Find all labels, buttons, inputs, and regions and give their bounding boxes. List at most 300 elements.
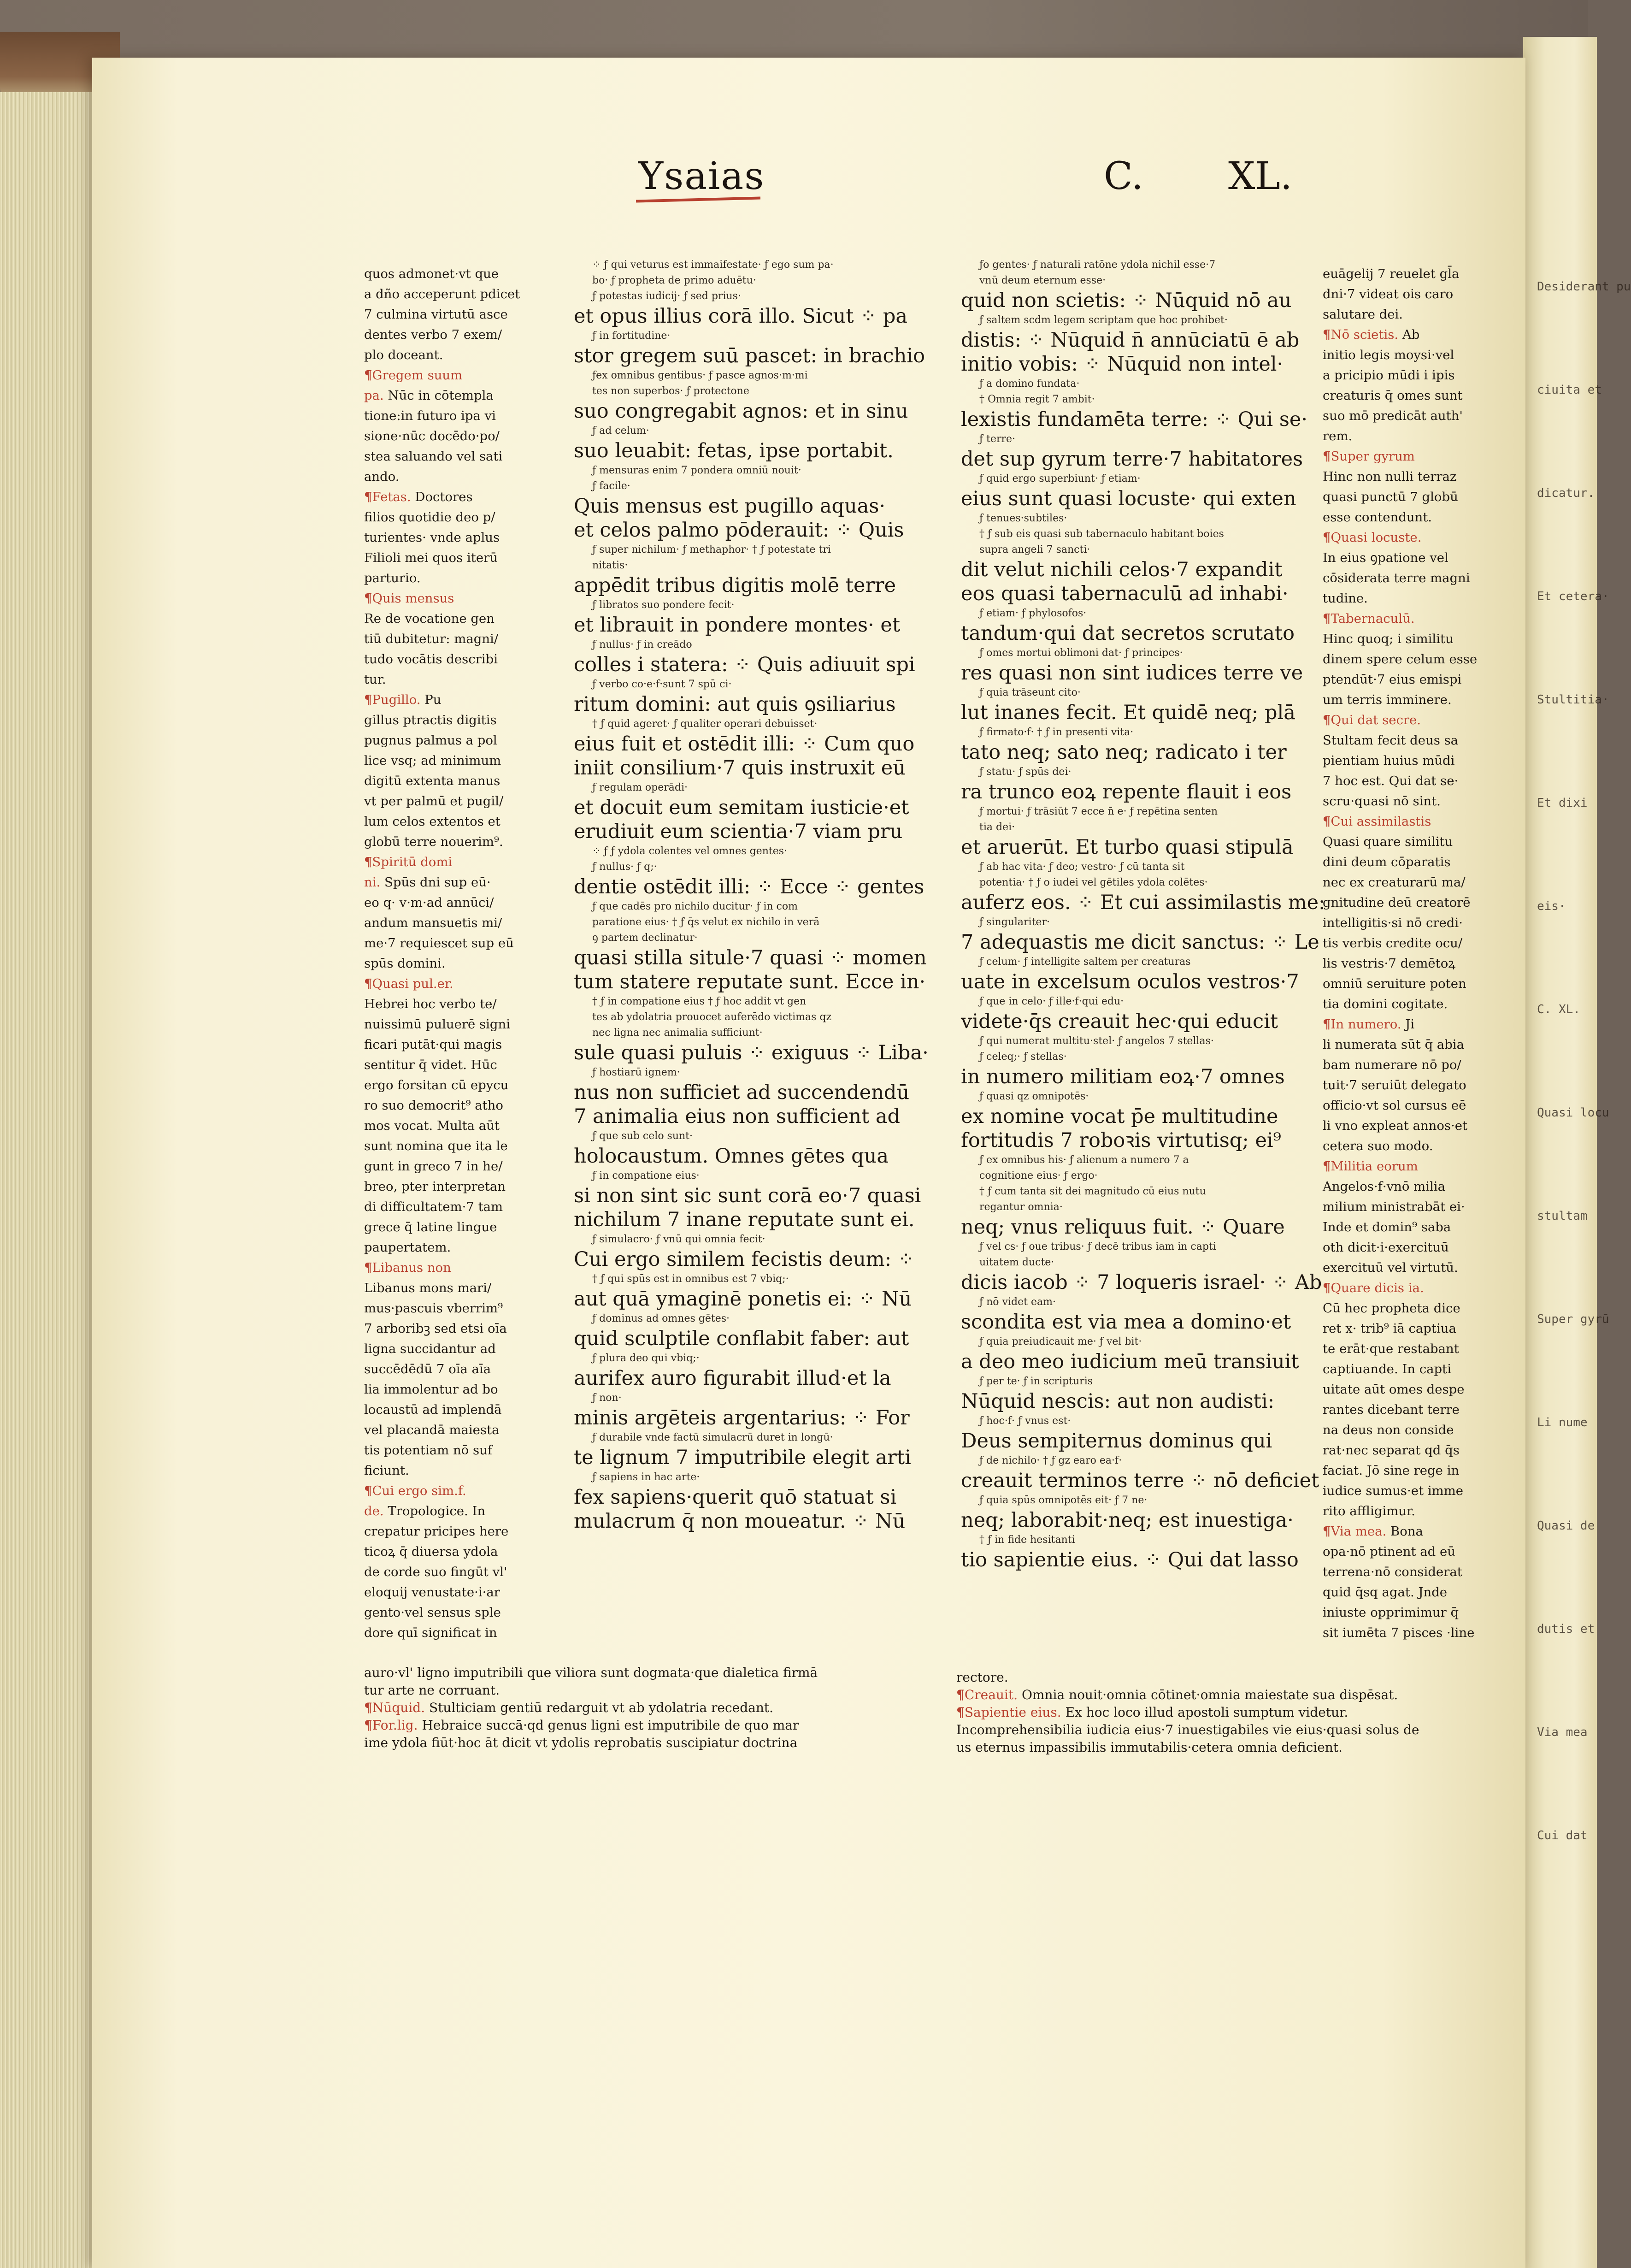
- gloss-lemma: For.lig.: [372, 1718, 422, 1733]
- text-line: [1323, 1318, 1482, 1339]
- text-line: [574, 344, 925, 368]
- facing-page-fragment: Via mea: [1537, 1725, 1588, 1739]
- text-line: [574, 716, 892, 732]
- line-text: ƒ nō videt eam·: [979, 1296, 1056, 1308]
- line-text: lis vestris·7 demētoꝝ: [1323, 956, 1456, 971]
- line-text: ƒ ad celum·: [592, 425, 649, 437]
- text-line: [1323, 568, 1482, 588]
- line-text: ticoꝝ q̄ diuersa ydola: [364, 1544, 498, 1559]
- gloss-lemma: Sapientie eius.: [964, 1705, 1066, 1720]
- line-text: 7 animalia eius non sufficient ad: [574, 1105, 901, 1128]
- line-text: me·7 requiescet sup eū: [364, 936, 514, 951]
- line-text: uitatem ducte·: [979, 1257, 1054, 1268]
- text-line: [961, 431, 1274, 447]
- text-line: [1323, 832, 1482, 852]
- line-text: ro suo democrit⁹ atho: [364, 1098, 503, 1113]
- line-text: creaturis q̄ omes sunt: [1323, 388, 1463, 403]
- gloss-lemma: pa.: [364, 388, 388, 403]
- text-line: [364, 974, 530, 994]
- text-line: [364, 548, 530, 568]
- line-text: ƒ regulam operādi·: [592, 782, 688, 793]
- line-text: aurifex auro figurabit illud·et la: [574, 1367, 891, 1390]
- line-text: ⁘ ƒ ƒ ydola colentes vel omnes gentes·: [592, 845, 788, 857]
- text-line: [961, 1453, 1274, 1469]
- line-text: Ab: [1402, 327, 1420, 342]
- text-line: [574, 1287, 912, 1311]
- text-line: [1323, 1136, 1482, 1156]
- text-line: [1323, 487, 1482, 507]
- text-line: [1323, 994, 1482, 1014]
- text-line: [364, 1420, 530, 1440]
- text-line: [1323, 1521, 1482, 1542]
- text-line: [574, 257, 892, 273]
- line-text: minis argēteis argentarius: ⁘ For: [574, 1406, 910, 1429]
- line-text: Quasi quare similitu: [1323, 834, 1453, 849]
- line-text: videte·q̄s creauit hec·qui educit: [961, 1010, 1278, 1033]
- text-line: [364, 1136, 530, 1156]
- line-text: Re de vocatione gen: [364, 611, 495, 626]
- line-text: tur.: [364, 672, 386, 687]
- text-line: [961, 1089, 1274, 1104]
- paragraph-mark: ¶: [364, 368, 372, 383]
- paragraph-mark: ¶: [1323, 1524, 1331, 1539]
- line-text: stea saluando vel sati: [364, 449, 503, 464]
- line-text: paupertatem.: [364, 1240, 451, 1255]
- line-text: salutare dei.: [1323, 307, 1403, 322]
- text-line: [956, 1704, 1486, 1721]
- line-text: scru·quasi nō sint.: [1323, 794, 1441, 809]
- text-line: [364, 608, 530, 629]
- text-line: [574, 1366, 892, 1390]
- text-line: [956, 1669, 1486, 1686]
- facing-page-fragment: Li nume: [1537, 1416, 1588, 1429]
- line-text: grece q̄ latine lingue: [364, 1220, 497, 1234]
- text-line: [574, 542, 892, 558]
- facing-page-fragment: Cui dat: [1537, 1829, 1588, 1843]
- text-line: [364, 933, 530, 953]
- paragraph-mark: ¶: [956, 1687, 965, 1702]
- line-text: tum statere reputate sunt. Ecce in·: [574, 970, 926, 993]
- line-text: ƒ in compatione eius·: [592, 1170, 700, 1181]
- text-line: [961, 1065, 1285, 1089]
- gloss-lemma: ni.: [364, 875, 384, 890]
- line-text: cōsiderata terre magni: [1323, 571, 1470, 585]
- line-text: ƒ nullus· ƒ in creādo: [592, 639, 692, 650]
- gloss-lemma: Tabernaculū.: [1331, 611, 1415, 626]
- text-line: [364, 892, 530, 913]
- text-line: [574, 518, 904, 542]
- text-line: [574, 573, 896, 597]
- text-line: [364, 1501, 530, 1521]
- line-text: ƒ quasi qz omnipotēs·: [979, 1091, 1089, 1102]
- text-line: [364, 1582, 530, 1602]
- line-text: et opus illius corā illo. Sicut ⁘ pa: [574, 305, 908, 328]
- gloss-lemma: Quasi pul.er.: [372, 976, 453, 991]
- line-text: crepatur pricipes here: [364, 1524, 509, 1539]
- paragraph-mark: ¶: [364, 692, 372, 707]
- text-line: [364, 284, 530, 304]
- text-line: [364, 750, 530, 771]
- text-line: [364, 994, 530, 1014]
- paragraph-mark: ¶: [364, 1260, 372, 1275]
- text-line: [364, 1481, 530, 1501]
- line-text: ƒ nullus· ƒ q;·: [592, 861, 657, 873]
- text-line: [574, 1509, 906, 1533]
- line-text: paratione eius· † ƒ q̄s velut ex nichilo in verā: [592, 916, 820, 928]
- text-line: [1323, 446, 1482, 467]
- chapter-number: XL.: [1228, 154, 1292, 198]
- line-text: esse contendunt.: [1323, 510, 1432, 525]
- line-text: nec ligna nec animalia sufficiunt·: [592, 1027, 763, 1039]
- text-line: [364, 1156, 530, 1176]
- text-line: [574, 915, 892, 930]
- line-text: vnū deum eternum esse·: [979, 275, 1106, 286]
- text-line: [1323, 1379, 1482, 1400]
- gloss-lemma: Pugillo.: [372, 692, 425, 707]
- line-text: colles i statera: ⁘ Quis adiuuit spi: [574, 653, 915, 676]
- text-line: [574, 1144, 892, 1168]
- line-text: Omnia nouit·omnia cōtinet·omnia maiestate sua dispēsat.: [1021, 1687, 1398, 1702]
- text-line: [364, 1521, 530, 1542]
- line-text: ƒ omes mortui oblimoni dat· ƒ principes·: [979, 647, 1183, 659]
- text-line: [574, 494, 892, 518]
- line-text: tudine.: [1323, 591, 1368, 606]
- text-line: [1323, 325, 1482, 345]
- line-text: officio·vt sol cursus eē: [1323, 1098, 1466, 1113]
- text-line: [956, 1721, 1486, 1739]
- line-text: ƒ que in celo· ƒ ille·f·qui edu·: [979, 996, 1124, 1007]
- text-line: [1323, 629, 1482, 649]
- line-text: † ƒ qui spūs est in omnibus est 7 vbiq;·: [592, 1273, 789, 1285]
- line-text: suo congregabit agnos: et in sinu: [574, 400, 908, 423]
- line-text: rantes dicebant terre: [1323, 1402, 1460, 1417]
- text-line: [574, 1065, 892, 1081]
- text-line: [364, 1562, 530, 1582]
- text-line: [1323, 690, 1482, 710]
- text-line: [1323, 1258, 1482, 1278]
- text-line: [961, 606, 1274, 621]
- text-line: [1323, 1400, 1482, 1420]
- line-text: si non sint sic sunt corā eo·7 quasi: [574, 1184, 921, 1207]
- line-text: locaustū ad implendā: [364, 1402, 502, 1417]
- line-text: tione:in futuro ipa vi: [364, 408, 496, 423]
- line-text: tato neq; sato neq; radicato i ter: [961, 741, 1287, 764]
- text-line: [364, 426, 530, 446]
- text-line: [961, 376, 1274, 392]
- text-line: [364, 1176, 530, 1197]
- line-text: nichilum 7 inane reputate sunt ei.: [574, 1208, 915, 1231]
- text-line: [961, 1104, 1278, 1128]
- line-text: Hebrei hoc verbo te/: [364, 997, 497, 1011]
- paragraph-mark: ¶: [364, 591, 372, 606]
- text-line: [1323, 771, 1482, 791]
- text-line: [961, 994, 1274, 1010]
- text-line: [961, 1548, 1299, 1572]
- text-line: [1323, 527, 1482, 548]
- text-line: [961, 645, 1274, 661]
- text-line: [574, 1081, 910, 1104]
- gloss-lemma: Super gyrum: [1331, 449, 1415, 464]
- text-line: [574, 613, 901, 637]
- text-line: [364, 1460, 530, 1481]
- line-text: uate in excelsum oculos vestros·7: [961, 970, 1299, 993]
- text-line: [574, 780, 892, 796]
- line-text: ƒ per te· ƒ in scripturis: [979, 1376, 1093, 1387]
- line-text: dini deum cōparatis: [1323, 855, 1451, 869]
- line-text: † Omnia regit 7 ambit·: [979, 394, 1095, 405]
- text-line: [961, 471, 1274, 487]
- line-text: tes non superbos· ƒ protectone: [592, 385, 749, 397]
- line-text: vt per palmū et pugil/: [364, 794, 504, 809]
- text-line: [1323, 1602, 1482, 1623]
- text-line: [574, 1311, 892, 1327]
- paragraph-mark: ¶: [364, 976, 372, 991]
- line-text: ƒ etiam· ƒ phylosofos·: [979, 608, 1087, 619]
- line-text: Tropologice. In: [388, 1504, 486, 1518]
- paragraph-mark: ¶: [1323, 611, 1331, 626]
- text-line: [961, 1334, 1274, 1350]
- facing-page-fragment: Desiderant pu: [1537, 280, 1631, 294]
- line-text: in numero militiam eoꝝ·7 omnes: [961, 1065, 1285, 1088]
- line-text: ƒ super nichilum· ƒ methaphor· † ƒ potestate tri: [592, 544, 831, 555]
- text-line: [1323, 1156, 1482, 1176]
- line-text: ƒ verbo co·e·f·sunt 7 spū ci·: [592, 679, 732, 690]
- text-line: [1323, 1359, 1482, 1379]
- line-text: holocaustum. Omnes gētes qua: [574, 1145, 889, 1168]
- text-line: [364, 1682, 894, 1699]
- text-line: [961, 685, 1274, 701]
- line-text: quasi punctū 7 globū: [1323, 490, 1458, 504]
- line-text: supra angeli 7 sancti·: [979, 544, 1090, 555]
- text-line: [1323, 1055, 1482, 1075]
- line-text: suo leuabit: fetas, ipse portabit.: [574, 439, 894, 462]
- line-text: cognitione eius· ƒ ergo·: [979, 1170, 1098, 1181]
- text-line: [574, 1247, 914, 1271]
- text-line: [364, 1717, 894, 1734]
- line-text: ex nomine vocat p̄e multitudine: [961, 1105, 1278, 1128]
- line-text: eius sunt quasi locuste· qui exten: [961, 487, 1296, 510]
- text-line: [961, 511, 1274, 526]
- text-line: [1323, 1237, 1482, 1258]
- text-line: [364, 507, 530, 527]
- text-line: [961, 526, 1274, 542]
- text-line: [961, 725, 1274, 740]
- text-line: [574, 1390, 892, 1406]
- line-text: ƒ quia preiudicauit me· ƒ vel bit·: [979, 1336, 1142, 1347]
- line-text: mos vocat. Multa aūt: [364, 1118, 500, 1133]
- line-text: andum mansuetis mi/: [364, 915, 502, 930]
- line-text: tis verbis credite ocu/: [1323, 936, 1463, 951]
- text-line: [1323, 1623, 1482, 1643]
- line-text: ƒ tenues·subtiles·: [979, 513, 1067, 524]
- paragraph-mark: ¶: [1323, 530, 1331, 545]
- line-text: Hinc non nulli terraz: [1323, 469, 1457, 484]
- text-line: [1323, 1562, 1482, 1582]
- line-text: Filioli mei quos iterū: [364, 550, 498, 565]
- paragraph-mark: ¶: [364, 855, 372, 869]
- text-line: [1323, 791, 1482, 811]
- line-text: us eternus impassibilis immutabilis·cetera omnia deficient.: [956, 1740, 1342, 1755]
- text-line: [961, 1010, 1278, 1034]
- line-text: rito affligimur.: [1323, 1504, 1415, 1518]
- gloss-lemma: Fetas.: [372, 490, 415, 504]
- line-text: dentes verbo 7 exem/: [364, 327, 502, 342]
- line-text: nus non sufficiet ad succendendū: [574, 1081, 910, 1104]
- gloss-lemma: Quare dicis ia.: [1331, 1281, 1424, 1295]
- line-text: quid q̄sq agat. Jnde: [1323, 1585, 1448, 1600]
- line-text: Incomprehensibilia iudicia eius·7 inuestigabiles vie eius·quasi solus de: [956, 1722, 1419, 1737]
- text-line: [961, 1469, 1319, 1493]
- text-line: [961, 1532, 1274, 1548]
- line-text: Quis mensus est pugillo aquas·: [574, 495, 886, 518]
- text-line: [574, 1168, 892, 1184]
- line-text: gillus ptractis digitis: [364, 713, 497, 727]
- line-text: di difficultatem·7 tam: [364, 1199, 503, 1214]
- line-text: † ƒ sub eis quasi sub tabernaculo habitant boies: [979, 528, 1224, 540]
- text-line: [364, 669, 530, 690]
- line-text: tur arte ne corruant.: [364, 1683, 500, 1698]
- line-text: quid non scietis: ⁘ Nūquid nō au: [961, 289, 1292, 312]
- line-text: Ex hoc loco illud apostoli sumptum videtur.: [1065, 1705, 1348, 1720]
- line-text: gento·vel sensus sple: [364, 1605, 501, 1620]
- line-text: ritum domini: aut quis ꝯsiliarius: [574, 693, 896, 716]
- line-text: spūs domini.: [364, 956, 446, 971]
- line-text: bam numerare nō po/: [1323, 1057, 1461, 1072]
- line-text: iniuste opprimimur q̄: [1323, 1605, 1459, 1620]
- text-line: [961, 558, 1283, 582]
- text-line: [364, 467, 530, 487]
- line-text: ra trunco eoꝝ repente flauit i eos: [961, 780, 1292, 803]
- line-text: et librauit in pondere montes· et: [574, 614, 901, 637]
- text-line: [364, 1197, 530, 1217]
- line-text: rectore.: [956, 1670, 1008, 1685]
- text-line: [961, 487, 1296, 511]
- line-text: initio legis moysi·vel: [1323, 348, 1454, 362]
- text-line: [574, 1025, 892, 1041]
- line-text: lut inanes fecit. Et quidē neq; plā: [961, 701, 1295, 724]
- text-line: [574, 1430, 892, 1446]
- line-text: sione·nūc docēdo·po/: [364, 429, 500, 443]
- text-line: [961, 1184, 1274, 1199]
- text-line: [364, 588, 530, 608]
- text-line: [574, 304, 908, 328]
- text-line: [961, 1128, 1281, 1152]
- text-line: [1323, 1217, 1482, 1237]
- line-text: In eius ꝯpatione vel: [1323, 550, 1448, 565]
- line-text: breo, pter interpretan: [364, 1179, 506, 1194]
- line-text: ƒ ex omnibus his· ƒ alienum a numero 7 a: [979, 1154, 1189, 1166]
- facing-page-fragment: eis·: [1537, 899, 1566, 913]
- text-line: [961, 408, 1307, 431]
- line-text: sunt nomina que ita le: [364, 1139, 508, 1153]
- text-line: [1323, 507, 1482, 527]
- text-line: [574, 796, 909, 820]
- center-text-column: [574, 257, 929, 1533]
- line-text: initio vobis: ⁘ Nūquid non intel·: [961, 353, 1284, 376]
- text-line: [574, 899, 892, 915]
- text-line: [961, 835, 1294, 859]
- text-line: [961, 1255, 1274, 1270]
- line-text: ƒ simulacro· ƒ vnū qui omnia fecit·: [592, 1234, 765, 1245]
- paragraph-mark: ¶: [364, 490, 372, 504]
- text-line: [961, 1239, 1274, 1255]
- line-text: ƒ singulariter·: [979, 916, 1050, 928]
- line-text: ƒ non·: [592, 1392, 622, 1404]
- text-line: [961, 289, 1292, 313]
- text-line: [574, 289, 892, 304]
- text-line: [364, 1734, 894, 1752]
- text-line: [364, 1440, 530, 1460]
- line-text: et celos palmo pōderauit: ⁘ Quis: [574, 519, 904, 542]
- text-line: [364, 406, 530, 426]
- text-line: [574, 1104, 901, 1128]
- line-text: ƒ potestas iudicij· ƒ sed prius·: [592, 290, 741, 302]
- line-text: uitate aūt omes despe: [1323, 1382, 1465, 1397]
- paragraph-mark: ¶: [956, 1705, 965, 1720]
- text-line: [1323, 811, 1482, 832]
- line-text: rem.: [1323, 429, 1353, 443]
- text-line: [961, 1215, 1285, 1239]
- line-text: lum celos extentos et: [364, 814, 500, 829]
- text-line: [961, 1310, 1291, 1334]
- line-text: ƒ libratos suo pondere fecit·: [592, 599, 735, 611]
- gloss-lemma: Creauit.: [964, 1687, 1022, 1702]
- line-text: det sup gyrum terre·7 habitatores: [961, 448, 1303, 471]
- text-line: [364, 446, 530, 467]
- line-text: faciat. Jō sine rege in: [1323, 1463, 1460, 1478]
- text-line: [961, 1294, 1274, 1310]
- line-text: ƒ firmato·f· † ƒ in presenti vita·: [979, 726, 1134, 738]
- text-line: [961, 447, 1303, 471]
- text-line: [574, 994, 892, 1010]
- line-text: a deo meo iudicium meū transiuit: [961, 1350, 1299, 1373]
- facing-page-fragment: dutis et: [1537, 1622, 1595, 1636]
- line-text: ƒ hoc·f· ƒ vnus est·: [979, 1415, 1071, 1427]
- line-text: ficari putāt·qui magis: [364, 1037, 502, 1052]
- line-text: tuit·7 seruiūt delegato: [1323, 1078, 1466, 1093]
- text-line: [961, 1508, 1294, 1532]
- text-line: [574, 844, 892, 859]
- line-text: eloquij venustate·i·ar: [364, 1585, 500, 1600]
- facing-page-text: [1537, 277, 1631, 1929]
- line-text: ƒ celeq;· ƒ stellas·: [979, 1051, 1067, 1063]
- line-text: filios quotidie deo p/: [364, 510, 495, 525]
- text-line: [1323, 385, 1482, 406]
- line-text: sit iumēta 7 pisces ·line: [1323, 1625, 1475, 1640]
- text-line: [1323, 1014, 1482, 1034]
- text-line: [574, 399, 908, 423]
- paragraph-mark: ¶: [364, 1483, 372, 1498]
- text-line: [364, 527, 530, 548]
- text-line: [1323, 1095, 1482, 1116]
- line-text: ƒ sapiens in hac arte·: [592, 1471, 700, 1483]
- line-text: ƒ que sub celo sunt·: [592, 1130, 693, 1142]
- text-line: [364, 649, 530, 669]
- text-line: [1323, 1298, 1482, 1318]
- line-text: † ƒ in fide hesitanti: [979, 1534, 1075, 1546]
- line-text: ƒ mortui· ƒ trāsiūt 7 ecce n̄ e· ƒ repētina senten: [979, 806, 1218, 817]
- text-line: [364, 1217, 530, 1237]
- text-line: [1323, 1501, 1482, 1521]
- text-line: [1323, 852, 1482, 872]
- line-text: bo· ƒ propheta de primo aduētu·: [592, 275, 756, 286]
- text-line: [574, 1351, 892, 1366]
- text-line: [364, 1664, 894, 1682]
- text-line: [574, 463, 892, 478]
- text-line: [961, 859, 1274, 875]
- text-line: [961, 764, 1274, 780]
- gloss-lemma: Gregem suum: [372, 368, 463, 383]
